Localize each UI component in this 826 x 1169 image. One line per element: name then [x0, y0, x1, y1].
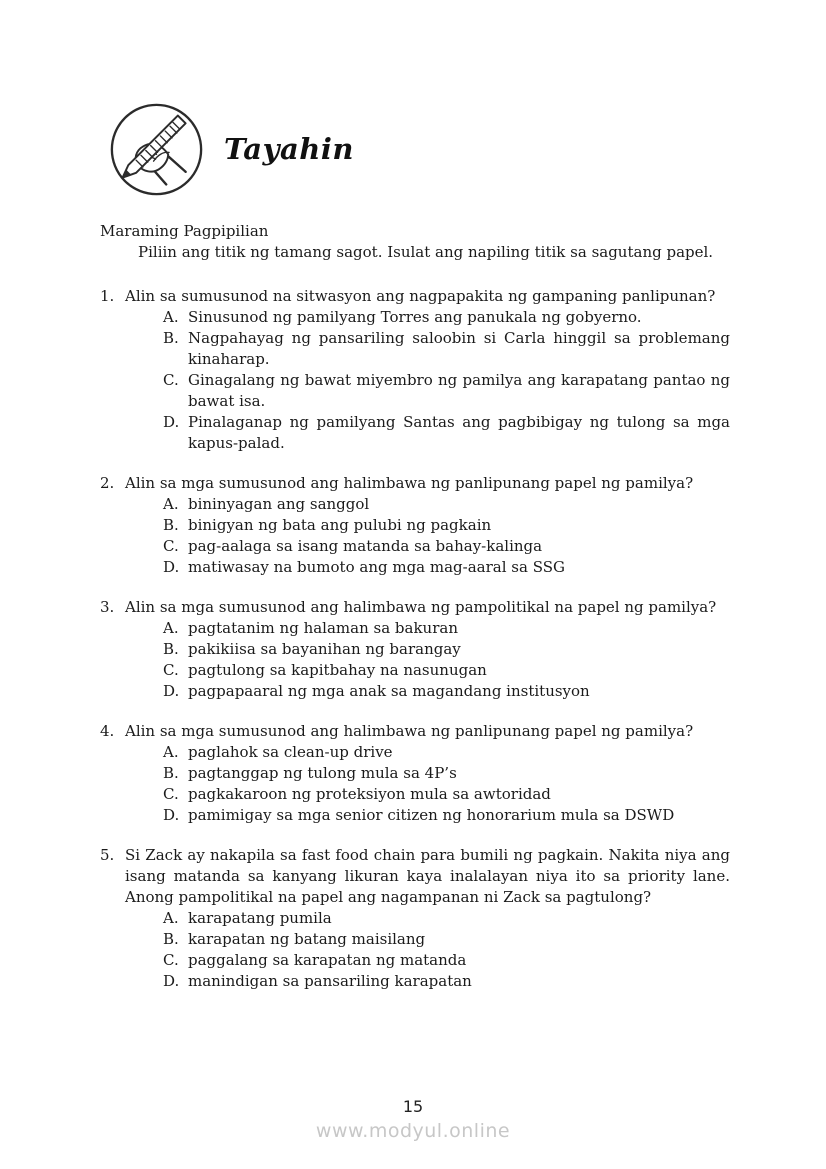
option-letter: B. [163, 640, 179, 658]
option-text: pagtanggap ng tulong mula sa 4P’s [188, 764, 457, 782]
option-text: pamimigay sa mga senior citizen ng honorarium mula sa DSWD [188, 806, 675, 824]
option-d [163, 412, 730, 454]
option-letter: C. [163, 951, 179, 969]
option-b [163, 639, 730, 660]
option-c [163, 950, 730, 971]
option-letter: C. [163, 537, 179, 555]
option-d [163, 971, 730, 992]
question-4 [100, 721, 730, 826]
option-text: Sinusunod ng pamilyang Torres ang panukala ng gobyerno. [188, 308, 642, 326]
option-letter: A. [163, 909, 179, 927]
option-text: karapatan ng batang maisilang [188, 930, 426, 948]
option-text: Nagpahayag ng pansariling saloobin si Carla hinggil sa problemang kinaharap. [188, 329, 730, 368]
option-a [163, 494, 730, 515]
question-5 [100, 845, 730, 992]
option-b [163, 763, 730, 784]
question-number: 1. [100, 287, 115, 305]
option-a [163, 618, 730, 639]
option-text: paggalang sa karapatan ng matanda [188, 951, 467, 969]
option-c [163, 536, 730, 557]
option-letter: A. [163, 308, 179, 326]
option-letter: D. [163, 413, 180, 431]
option-text: bininyagan ang sanggol [188, 495, 370, 513]
option-letter: B. [163, 930, 179, 948]
option-text: Ginagalang ng bawat miyembro ng pamilya ang karapatang pantao ng bawat isa. [188, 371, 730, 410]
option-text: pagtulong sa kapitbahay na nasunugan [188, 661, 487, 679]
option-letter: D. [163, 806, 180, 824]
option-b [163, 929, 730, 950]
option-letter: D. [163, 558, 180, 576]
option-b [163, 328, 730, 370]
option-a [163, 307, 730, 328]
option-letter: B. [163, 516, 179, 534]
page-number: 15 [402, 1097, 424, 1116]
option-letter: A. [163, 743, 179, 761]
option-text: pagtatanim ng halaman sa bakuran [188, 619, 458, 637]
option-text: karapatang pumila [188, 909, 332, 927]
option-letter: D. [163, 682, 180, 700]
option-text: Pinalaganap ng pamilyang Santas ang pagbibigay ng tulong sa mga kapus-palad. [188, 413, 730, 452]
question-number: 3. [100, 598, 115, 616]
question-text: Alin sa mga sumusunod ang halimbawa ng pampolitikal na papel ng pamilya? [125, 598, 717, 616]
instructions-text: Piliin ang titik ng tamang sagot. Isulat ang napiling titik sa sagutang papel. [138, 243, 714, 261]
page-title: Tayahin [224, 132, 354, 166]
option-letter: C. [163, 371, 179, 389]
option-letter: C. [163, 785, 179, 803]
option-c [163, 370, 730, 412]
option-b [163, 515, 730, 536]
question-text: Alin sa sumusunod na sitwasyon ang nagpapakita ng gampaning panlipunan? [125, 287, 716, 305]
option-a [163, 742, 730, 763]
hand-writing-icon [108, 101, 205, 198]
option-a [163, 908, 730, 929]
option-letter: A. [163, 619, 179, 637]
option-d [163, 805, 730, 826]
option-letter: B. [163, 764, 179, 782]
option-letter: D. [163, 972, 180, 990]
option-text: pagpapaaral ng mga anak sa magandang institusyon [188, 682, 590, 700]
question-1 [100, 286, 730, 454]
watermark-url: www.modyul.online [315, 1120, 511, 1142]
question-text: Alin sa mga sumusunod ang halimbawa ng panlipunang papel ng pamilya? [125, 722, 694, 740]
option-text: matiwasay na bumoto ang mga mag-aaral sa SSG [188, 558, 565, 576]
option-letter: A. [163, 495, 179, 513]
option-d [163, 681, 730, 702]
question-2 [100, 473, 730, 578]
option-text: binigyan ng bata ang pulubi ng pagkain [188, 516, 492, 534]
question-text: Si Zack ay nakapila sa fast food chain para bumili ng pagkain. Nakita niya ang isang matanda sa kanyang likuran kaya inalalayan niya ito sa priority lane. Anong pampolitikal na papel ang nagampanan ni Zack sa pagtulong? [125, 846, 730, 906]
section-heading: Maraming Pagpipilian [100, 222, 269, 240]
option-text: manindigan sa pansariling karapatan [188, 972, 472, 990]
worksheet-content [100, 221, 730, 992]
option-text: pag-aalaga sa isang matanda sa bahay-kalinga [188, 537, 543, 555]
question-number: 2. [100, 474, 115, 492]
question-number: 5. [100, 846, 115, 864]
option-text: paglahok sa clean-up drive [188, 743, 393, 761]
option-c [163, 660, 730, 681]
option-letter: B. [163, 329, 179, 347]
question-3 [100, 597, 730, 702]
question-text: Alin sa mga sumusunod ang halimbawa ng panlipunang papel ng pamilya? [125, 474, 694, 492]
option-letter: C. [163, 661, 179, 679]
option-d [163, 557, 730, 578]
option-c [163, 784, 730, 805]
option-text: pagkakaroon ng proteksiyon mula sa awtoridad [188, 785, 551, 803]
question-number: 4. [100, 722, 115, 740]
option-text: pakikiisa sa bayanihan ng barangay [188, 640, 461, 658]
